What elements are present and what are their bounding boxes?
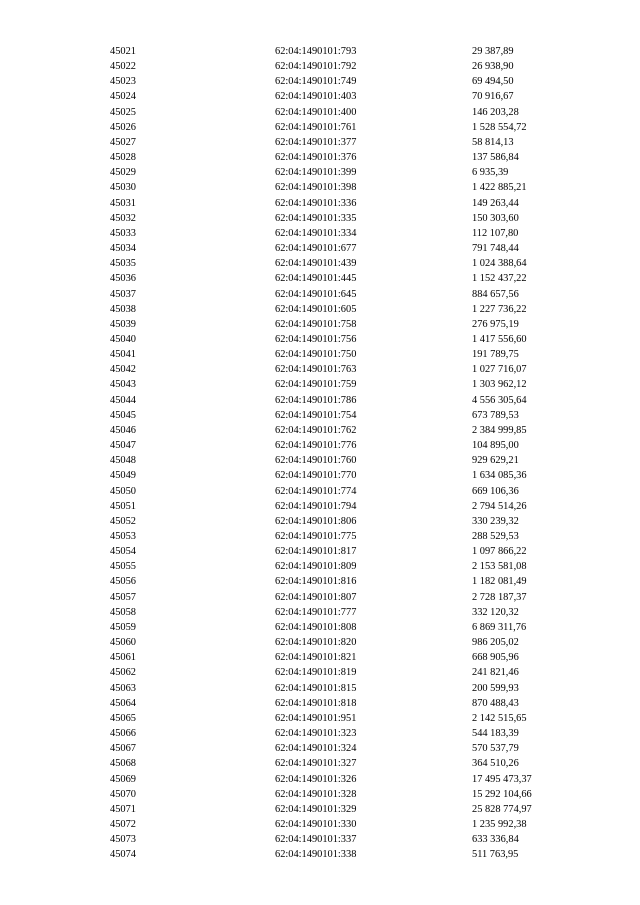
table-row	[110, 605, 592, 620]
value-cell: 1 528 554,72	[472, 121, 527, 133]
cadastral-number-cell: 62:04:1490101:750	[275, 349, 357, 361]
row-number-cell: 45048	[110, 455, 136, 467]
value-cell: 673 789,53	[472, 409, 519, 421]
table-row	[110, 317, 592, 332]
cadastral-number-cell: 62:04:1490101:777	[275, 606, 357, 618]
cadastral-number-cell: 62:04:1490101:818	[275, 697, 357, 709]
row-number-cell: 45065	[110, 712, 136, 724]
value-cell: 276 975,19	[472, 318, 519, 330]
cadastral-number-cell: 62:04:1490101:816	[275, 576, 357, 588]
row-number-cell: 45032	[110, 212, 136, 224]
table-row	[110, 802, 592, 817]
table-row	[110, 347, 592, 362]
table-row	[110, 74, 592, 89]
row-number-cell: 45037	[110, 288, 136, 300]
cadastral-number-cell: 62:04:1490101:335	[275, 212, 357, 224]
value-cell: 288 529,53	[472, 531, 519, 542]
value-cell: 1 303 962,12	[472, 379, 527, 391]
records-table-body	[110, 44, 592, 862]
value-cell: 2 384 999,85	[472, 424, 527, 436]
value-cell: 870 488,43	[472, 697, 519, 709]
table-row	[110, 772, 592, 787]
row-number-cell: 45054	[110, 546, 136, 558]
value-cell: 1 422 885,21	[472, 182, 527, 194]
row-number-cell: 45026	[110, 121, 136, 133]
row-number-cell: 45050	[110, 485, 136, 497]
row-number-cell: 45062	[110, 667, 136, 679]
cadastral-number-cell: 62:04:1490101:403	[275, 91, 357, 103]
value-cell: 6 869 311,76	[472, 621, 527, 633]
row-number-cell: 45074	[110, 849, 136, 861]
value-cell: 1 235 992,38	[472, 818, 527, 830]
table-row	[110, 120, 592, 135]
cadastral-number-cell: 62:04:1490101:376	[275, 152, 357, 164]
table-row	[110, 393, 592, 408]
cadastral-number-cell: 62:04:1490101:809	[275, 561, 357, 573]
cadastral-number-cell: 62:04:1490101:817	[275, 546, 357, 558]
table-row	[110, 787, 592, 802]
row-number-cell: 45027	[110, 136, 136, 148]
table-row	[110, 499, 592, 514]
cadastral-number-cell: 62:04:1490101:760	[275, 455, 357, 467]
cadastral-number-cell: 62:04:1490101:808	[275, 621, 357, 633]
value-cell: 146 203,28	[472, 106, 519, 118]
table-row	[110, 756, 592, 771]
value-cell: 2 794 514,26	[472, 500, 527, 512]
cadastral-number-cell: 62:04:1490101:774	[275, 485, 357, 497]
row-number-cell: 45069	[110, 773, 136, 785]
row-number-cell: 45059	[110, 621, 136, 633]
row-number-cell: 45052	[110, 515, 136, 527]
value-cell: 29 387,89	[472, 46, 514, 57]
value-cell: 1 027 716,07	[472, 364, 527, 376]
value-cell: 1 417 556,60	[472, 333, 527, 345]
table-row	[110, 817, 592, 832]
value-cell: 668 905,96	[472, 652, 519, 664]
row-number-cell: 45057	[110, 591, 136, 603]
records-table	[110, 44, 592, 862]
table-row	[110, 165, 592, 180]
table-row	[110, 665, 592, 680]
row-number-cell: 45061	[110, 652, 136, 664]
table-row	[110, 544, 592, 559]
row-number-cell: 45039	[110, 318, 136, 330]
table-row	[110, 741, 592, 756]
cadastral-number-cell: 62:04:1490101:336	[275, 197, 357, 209]
cadastral-number-cell: 62:04:1490101:399	[275, 167, 357, 179]
table-row	[110, 196, 592, 211]
cadastral-number-cell: 62:04:1490101:337	[275, 834, 357, 846]
cadastral-number-cell: 62:04:1490101:605	[275, 303, 357, 315]
value-cell: 330 239,32	[472, 515, 519, 527]
cadastral-number-cell: 62:04:1490101:806	[275, 515, 357, 527]
table-row	[110, 105, 592, 120]
row-number-cell: 45045	[110, 409, 136, 421]
cadastral-number-cell: 62:04:1490101:677	[275, 243, 357, 255]
cadastral-number-cell: 62:04:1490101:377	[275, 136, 357, 148]
row-number-cell: 45072	[110, 818, 136, 830]
cadastral-number-cell: 62:04:1490101:398	[275, 182, 357, 194]
value-cell: 191 789,75	[472, 349, 519, 361]
value-cell: 986 205,02	[472, 637, 519, 649]
value-cell: 1 024 388,64	[472, 258, 527, 270]
row-number-cell: 45068	[110, 758, 136, 770]
cadastral-number-cell: 62:04:1490101:793	[275, 46, 357, 57]
row-number-cell: 45056	[110, 576, 136, 588]
value-cell: 791 748,44	[472, 243, 519, 255]
value-cell: 544 183,39	[472, 728, 519, 740]
row-number-cell: 45042	[110, 364, 136, 376]
row-number-cell: 45022	[110, 61, 136, 73]
row-number-cell: 45070	[110, 788, 136, 800]
table-row	[110, 438, 592, 453]
value-cell: 112 107,80	[472, 227, 519, 239]
cadastral-number-cell: 62:04:1490101:775	[275, 531, 357, 542]
value-cell: 1 182 081,49	[472, 576, 527, 588]
cadastral-number-cell: 62:04:1490101:786	[275, 394, 357, 406]
table-row	[110, 484, 592, 499]
cadastral-number-cell: 62:04:1490101:820	[275, 637, 357, 649]
table-row	[110, 211, 592, 226]
table-row	[110, 681, 592, 696]
value-cell: 4 556 305,64	[472, 394, 527, 406]
table-row	[110, 453, 592, 468]
row-number-cell: 45073	[110, 834, 136, 846]
value-cell: 1 097 866,22	[472, 546, 527, 558]
row-number-cell: 45055	[110, 561, 136, 573]
value-cell: 884 657,56	[472, 288, 519, 300]
value-cell: 633 336,84	[472, 834, 519, 846]
table-row	[110, 423, 592, 438]
cadastral-number-cell: 62:04:1490101:759	[275, 379, 357, 391]
cadastral-number-cell: 62:04:1490101:807	[275, 591, 357, 603]
row-number-cell: 45047	[110, 440, 136, 452]
cadastral-number-cell: 62:04:1490101:754	[275, 409, 357, 421]
value-cell: 25 828 774,97	[472, 803, 532, 815]
row-number-cell: 45044	[110, 394, 136, 406]
table-row	[110, 362, 592, 377]
row-number-cell: 45024	[110, 91, 136, 103]
table-row	[110, 468, 592, 483]
table-row	[110, 377, 592, 392]
table-row	[110, 226, 592, 241]
value-cell: 669 106,36	[472, 485, 519, 497]
row-number-cell: 45040	[110, 333, 136, 345]
row-number-cell: 45049	[110, 470, 136, 482]
value-cell: 364 510,26	[472, 758, 519, 770]
row-number-cell: 45060	[110, 637, 136, 649]
cadastral-number-cell: 62:04:1490101:776	[275, 440, 357, 452]
row-number-cell: 45033	[110, 227, 136, 239]
value-cell: 332 120,32	[472, 606, 519, 618]
row-number-cell: 45067	[110, 743, 136, 755]
value-cell: 15 292 104,66	[472, 788, 532, 800]
table-row	[110, 574, 592, 589]
value-cell: 26 938,90	[472, 61, 514, 73]
row-number-cell: 45021	[110, 46, 136, 57]
cadastral-number-cell: 62:04:1490101:328	[275, 788, 357, 800]
table-row	[110, 514, 592, 529]
cadastral-number-cell: 62:04:1490101:792	[275, 61, 357, 73]
row-number-cell: 45030	[110, 182, 136, 194]
row-number-cell: 45071	[110, 803, 136, 815]
cadastral-number-cell: 62:04:1490101:794	[275, 500, 357, 512]
cadastral-number-cell: 62:04:1490101:819	[275, 667, 357, 679]
value-cell: 1 152 437,22	[472, 273, 527, 285]
table-row	[110, 150, 592, 165]
value-cell: 69 494,50	[472, 76, 514, 88]
row-number-cell: 45036	[110, 273, 136, 285]
cadastral-number-cell: 62:04:1490101:758	[275, 318, 357, 330]
table-row	[110, 287, 592, 302]
cadastral-number-cell: 62:04:1490101:334	[275, 227, 357, 239]
value-cell: 70 916,67	[472, 91, 514, 103]
row-number-cell: 45028	[110, 152, 136, 164]
cadastral-number-cell: 62:04:1490101:323	[275, 728, 357, 740]
table-row	[110, 832, 592, 847]
cadastral-number-cell: 62:04:1490101:326	[275, 773, 357, 785]
table-row	[110, 256, 592, 271]
row-number-cell: 45038	[110, 303, 136, 315]
cadastral-number-cell: 62:04:1490101:756	[275, 333, 357, 345]
row-number-cell: 45041	[110, 349, 136, 361]
row-number-cell: 45035	[110, 258, 136, 270]
value-cell: 929 629,21	[472, 455, 519, 467]
row-number-cell: 45025	[110, 106, 136, 118]
row-number-cell: 45066	[110, 728, 136, 740]
cadastral-number-cell: 62:04:1490101:815	[275, 682, 357, 694]
row-number-cell: 45023	[110, 76, 136, 88]
cadastral-number-cell: 62:04:1490101:445	[275, 273, 357, 285]
value-cell: 6 935,39	[472, 167, 509, 179]
table-row	[110, 635, 592, 650]
table-row	[110, 89, 592, 104]
table-row	[110, 590, 592, 605]
table-row	[110, 726, 592, 741]
cadastral-number-cell: 62:04:1490101:327	[275, 758, 357, 770]
table-row	[110, 711, 592, 726]
cadastral-number-cell: 62:04:1490101:951	[275, 712, 357, 724]
row-number-cell: 45046	[110, 424, 136, 436]
cadastral-number-cell: 62:04:1490101:821	[275, 652, 357, 664]
cadastral-number-cell: 62:04:1490101:329	[275, 803, 357, 815]
row-number-cell: 45043	[110, 379, 136, 391]
table-row	[110, 529, 592, 544]
value-cell: 570 537,79	[472, 743, 519, 755]
row-number-cell: 45031	[110, 197, 136, 209]
value-cell: 58 814,13	[472, 136, 514, 148]
table-row	[110, 650, 592, 665]
cadastral-number-cell: 62:04:1490101:762	[275, 424, 357, 436]
table-row	[110, 302, 592, 317]
value-cell: 104 895,00	[472, 440, 519, 452]
value-cell: 150 303,60	[472, 212, 519, 224]
cadastral-number-cell: 62:04:1490101:338	[275, 849, 357, 861]
row-number-cell: 45029	[110, 167, 136, 179]
value-cell: 1 227 736,22	[472, 303, 527, 315]
row-number-cell: 45064	[110, 697, 136, 709]
table-row	[110, 620, 592, 635]
value-cell: 2 728 187,37	[472, 591, 527, 603]
cadastral-number-cell: 62:04:1490101:324	[275, 743, 357, 755]
value-cell: 2 142 515,65	[472, 712, 527, 724]
table-row	[110, 559, 592, 574]
value-cell: 511 763,95	[472, 849, 519, 861]
value-cell: 149 263,44	[472, 197, 519, 209]
value-cell: 17 495 473,37	[472, 773, 532, 785]
table-row	[110, 44, 592, 59]
table-row	[110, 241, 592, 256]
row-number-cell: 45053	[110, 531, 136, 542]
table-row	[110, 59, 592, 74]
cadastral-number-cell: 62:04:1490101:770	[275, 470, 357, 482]
cadastral-number-cell: 62:04:1490101:645	[275, 288, 357, 300]
table-row	[110, 847, 592, 862]
cadastral-number-cell: 62:04:1490101:763	[275, 364, 357, 376]
value-cell: 1 634 085,36	[472, 470, 527, 482]
value-cell: 200 599,93	[472, 682, 519, 694]
value-cell: 241 821,46	[472, 667, 519, 679]
row-number-cell: 45063	[110, 682, 136, 694]
table-row	[110, 332, 592, 347]
table-row	[110, 696, 592, 711]
cadastral-number-cell: 62:04:1490101:761	[275, 121, 357, 133]
cadastral-number-cell: 62:04:1490101:439	[275, 258, 357, 270]
row-number-cell: 45051	[110, 500, 136, 512]
cadastral-number-cell: 62:04:1490101:330	[275, 818, 357, 830]
table-row	[110, 135, 592, 150]
table-row	[110, 180, 592, 195]
value-cell: 137 586,84	[472, 152, 519, 164]
cadastral-number-cell: 62:04:1490101:749	[275, 76, 357, 88]
value-cell: 2 153 581,08	[472, 561, 527, 573]
row-number-cell: 45034	[110, 243, 136, 255]
cadastral-number-cell: 62:04:1490101:400	[275, 106, 357, 118]
table-row	[110, 271, 592, 286]
table-row	[110, 408, 592, 423]
row-number-cell: 45058	[110, 606, 136, 618]
